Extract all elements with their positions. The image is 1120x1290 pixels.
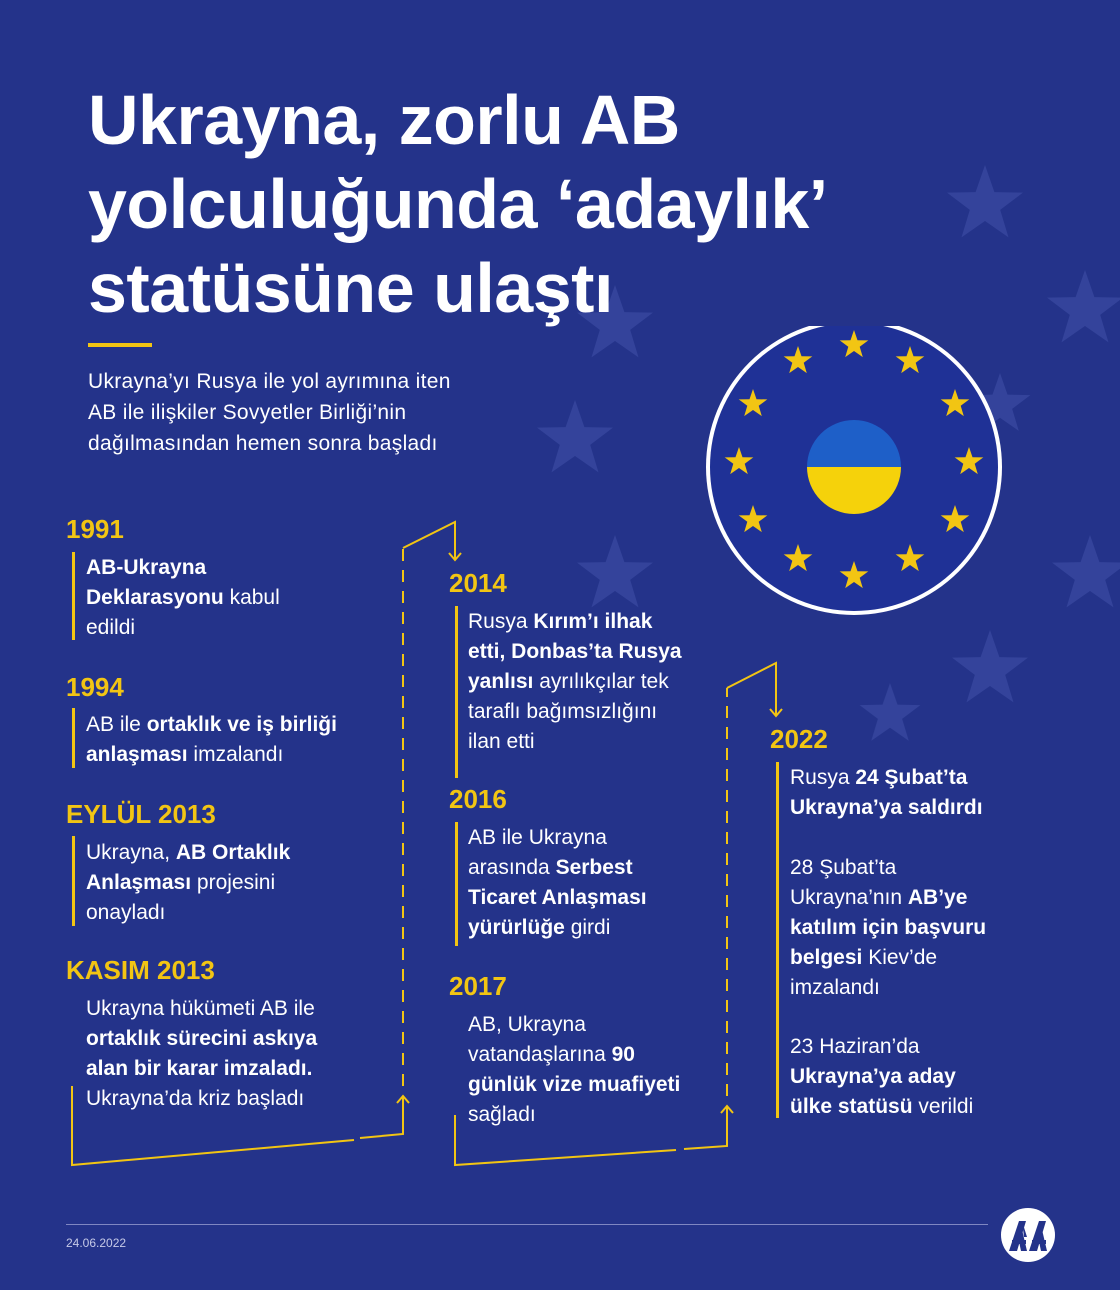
event-2022-part-2: 28 Şubat’ta Ukrayna’nın AB’ye katılım için başvuru belgesi Kiev’de imzalandı <box>790 856 987 999</box>
timeline-bar <box>455 822 458 946</box>
lead-line-3: dağılmasından hemen sonra başladı <box>88 432 438 455</box>
lead-line-1: Ukrayna’yı Rusya ile yol ayrımına iten <box>88 370 451 393</box>
timeline-bar <box>776 762 779 1118</box>
year-2017: 2017 <box>449 971 507 1001</box>
headline-line-1: Ukrayna, zorlu AB <box>88 81 680 159</box>
event-1994-text: AB ile ortaklık ve iş birliği anlaşması imzalandı <box>86 713 337 766</box>
timeline-bar <box>72 552 75 640</box>
event-2022-part-3: 23 Haziran’da Ukrayna’ya aday ülke statüsü verildi <box>790 1035 974 1118</box>
aa-logo-icon <box>1000 1207 1056 1263</box>
year-eylul-2013: EYLÜL 2013 <box>66 799 216 829</box>
year-1994: 1994 <box>66 672 124 702</box>
publish-date: 24.06.2022 <box>66 1236 127 1250</box>
year-1991: 1991 <box>66 514 124 544</box>
year-kasim-2013: KASIM 2013 <box>66 955 215 985</box>
event-2022-part-1: Rusya 24 Şubat’ta Ukrayna’ya saldırdı <box>790 766 983 819</box>
year-2014: 2014 <box>449 568 507 598</box>
headline-line-3: statüsüne ulaştı <box>88 249 613 327</box>
timeline-bar <box>72 708 75 768</box>
event-eylul-2013-text: Ukrayna, AB Ortaklık Anlaşması projesini onayladı <box>86 841 291 924</box>
headline-line-2: yolculuğunda ‘adaylık’ <box>88 165 828 243</box>
event-1991-text: AB-Ukrayna Deklarasyonu kabul edildi <box>86 556 280 639</box>
event-2017-text: AB, Ukrayna vatandaşlarına 90 günlük vize muafiyeti sağladı <box>468 1013 681 1126</box>
timeline-bar <box>72 836 75 926</box>
timeline-bar <box>455 606 458 778</box>
footer-rule <box>66 1224 988 1225</box>
event-2016-text: AB ile Ukrayna arasında Serbest Ticaret Anlaşması yürürlüğe girdi <box>468 826 647 939</box>
event-kasim-2013-text: Ukrayna hükümeti AB ile ortaklık sürecini askıya alan bir karar imzaladı. Ukrayna’da kriz başladı <box>86 997 318 1110</box>
lead-line-2: AB ile ilişkiler Sovyetler Birliği’nin <box>88 401 407 424</box>
event-2014-text: Rusya Kırım’ı ilhak etti, Donbas’ta Rusya yanlısı ayrılıkçılar tek taraflı bağımsızlığını ilan etti <box>468 610 682 753</box>
year-2016: 2016 <box>449 784 507 814</box>
year-2022: 2022 <box>770 724 828 754</box>
